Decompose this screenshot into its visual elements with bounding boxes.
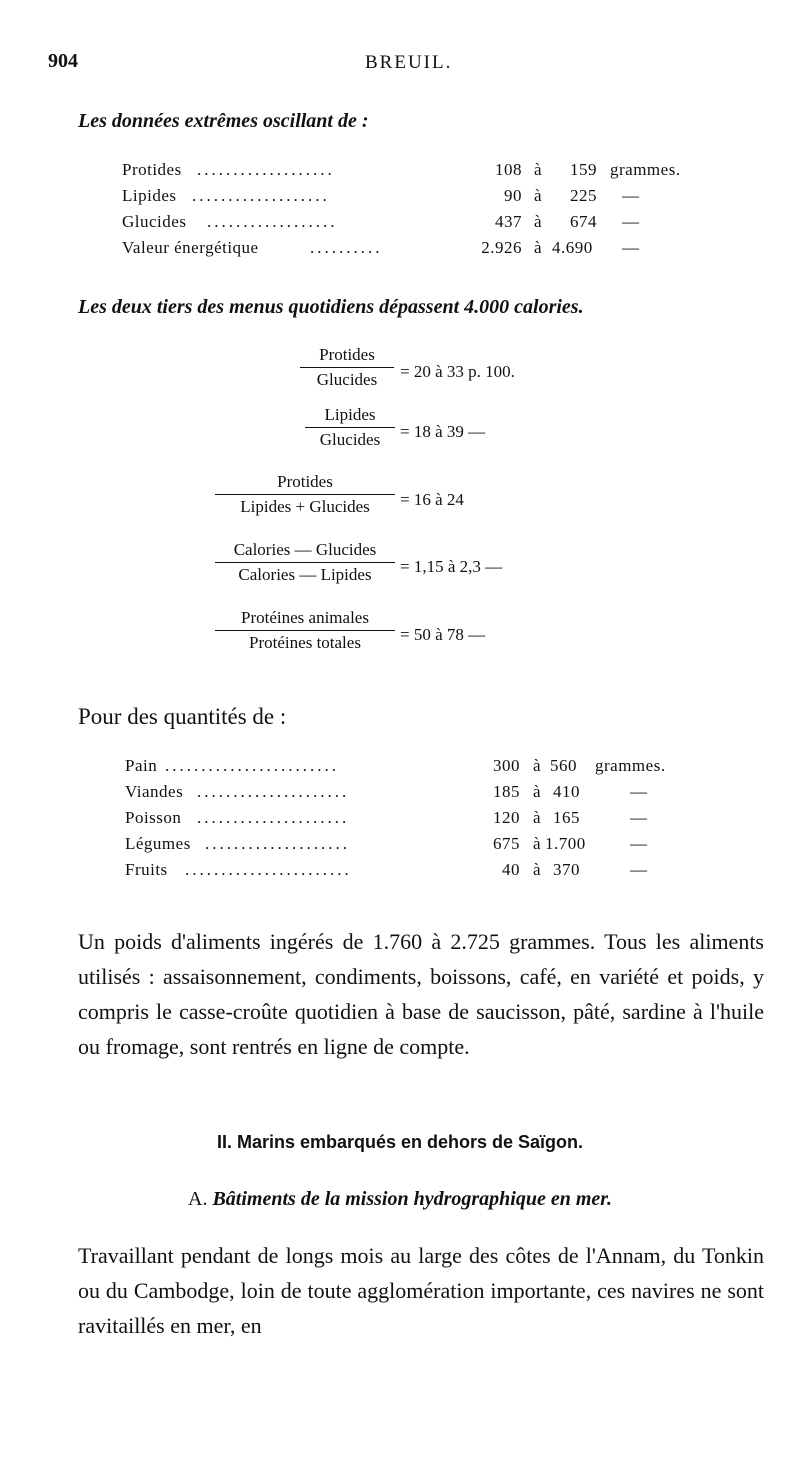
two-thirds-heading: Les deux tiers des menus quotidiens dépassent 4.000 calories. <box>78 296 584 318</box>
quantities-heading: Pour des quantités de : <box>78 704 287 729</box>
ratio-value: = 50 à 78 — <box>400 625 486 644</box>
quantities-table: Pain ........................ 300 à 560 grammes. Viandes ..................... 185 à 410 — Poisson ..................... 120 à 165 — Légumes .................... 675 à 1.700 — Fruits ....................... 40 à 370 — <box>125 756 666 879</box>
section-title: II. Marins embarqués en dehors de Saïgon. <box>216 1132 584 1152</box>
extremes-heading: Les données extrêmes oscillant de : <box>78 110 369 132</box>
ratio-fraction: Protides Glucides <box>300 345 394 390</box>
ratio-value: = 20 à 33 p. 100. <box>400 362 515 381</box>
ratio-value: = 16 à 24 <box>400 490 464 509</box>
subsection-letter: A. <box>188 1188 208 1210</box>
ratio-fraction: Protéines animales Protéines totales <box>215 608 395 653</box>
extremes-table: Protides ................... 108 à 159 grammes. Lipides ................... 90 à 225 — Glucides .................. 437 à 674 — Valeur énergétique .......... 2.926 à 4.690 — <box>122 160 681 257</box>
body-paragraph: Travaillant pendant de longs mois au large des côtes de l'Annam, du Tonkin ou du Cambodge, loin de toute agglomération importante, ces navires ne sont ravitaillés en mer, en <box>78 1243 764 1338</box>
subsection-text: Bâtiments de la mission hydrographique en mer. <box>212 1188 612 1210</box>
running-title: BREUIL. <box>365 52 453 73</box>
ratio-value: = 1,15 à 2,3 — <box>400 557 503 576</box>
body-paragraph: Un poids d'aliments ingérés de 1.760 à 2.725 grammes. Tous les aliments utilisés : assaisonnement, condiments, boissons, café, en variété et poids, y compris le casse-croûte quotidien à base de saucisson, pâté, sardine à l'huile ou fromage, sont rentrés en ligne de compte. <box>78 929 764 1059</box>
ratio-fraction: Lipides Glucides <box>305 405 395 450</box>
ratio-fraction: Calories — Glucides Calories — Lipides <box>215 540 395 585</box>
page-number: 904 <box>48 50 78 72</box>
ratio-value: = 18 à 39 — <box>400 422 486 441</box>
subsection-title <box>0 1188 800 1211</box>
ratio-fraction: Protides Lipides + Glucides <box>215 472 395 517</box>
